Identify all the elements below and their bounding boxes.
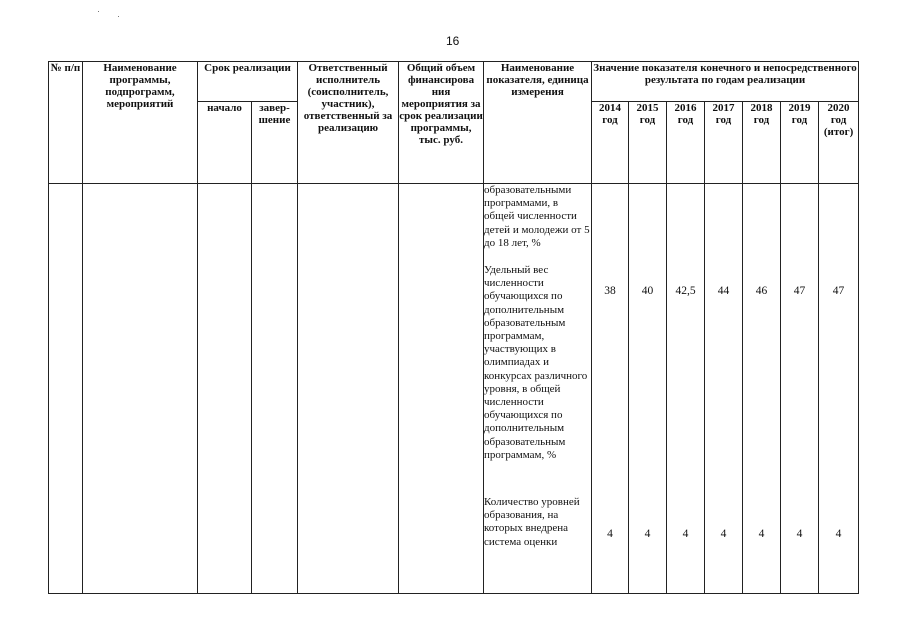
cell-term-start — [198, 184, 252, 594]
header-responsible: Ответственный исполнитель (соисполнитель, участник), ответственный за реализацию — [298, 62, 399, 184]
cell-value-2016 — [667, 184, 705, 594]
value: 4 — [758, 528, 765, 540]
value: 46 — [755, 285, 768, 297]
value: 4 — [835, 528, 842, 540]
cell-value-2015 — [629, 184, 667, 594]
cell-term-end — [252, 184, 298, 594]
cell-financing — [399, 184, 484, 594]
header-year-2018: 2018 год — [743, 102, 781, 184]
scan-speck — [98, 11, 99, 12]
value: 38 — [604, 285, 616, 297]
header-values-group: Значение показателя конечного и непосредственного результата по годам реализации — [592, 62, 859, 102]
header-year-2017: 2017 год — [705, 102, 743, 184]
cell-value-2018 — [743, 184, 781, 594]
header-year-2015: 2015 год — [629, 102, 667, 184]
page-number: 16 — [446, 34, 460, 48]
indicator-text: Количество уровней образования, на которых внедрена система оценки — [484, 496, 580, 548]
value: 4 — [607, 528, 613, 540]
header-term-start: начало — [198, 102, 252, 184]
value: 47 — [832, 285, 845, 297]
scan-speck — [118, 16, 119, 17]
cell-value-2014 — [592, 184, 629, 594]
header-year-2020: 2020 год (итог) — [819, 102, 859, 184]
value: 4 — [682, 528, 689, 540]
value: 4 — [796, 528, 803, 540]
indicator-text: образовательными программами, в общей численности детей и молодежи от 5 до 18 лет, % — [484, 184, 590, 249]
cell-name — [83, 184, 198, 594]
header-year-2016: 2016 год — [667, 102, 705, 184]
cell-value-2020 — [819, 184, 859, 594]
header-term: Срок реализации — [198, 62, 298, 102]
header-year-2014: 2014 год — [592, 102, 629, 184]
header-indicator: Наименование показателя, единица измерения — [484, 62, 592, 184]
cell-value-2019 — [781, 184, 819, 594]
program-table — [48, 61, 859, 594]
value: 4 — [644, 528, 651, 540]
cell-responsible — [298, 184, 399, 594]
cell-num — [49, 184, 83, 594]
cell-value-2017 — [705, 184, 743, 594]
value: 47 — [793, 285, 806, 297]
indicator-text: Удельный вес численности обучающихся по дополнительным образовательным программам, участвующих в олимпиадах и конкурсах различного уровня, в общей численности обучающихся по дополнительным образовательным программам, % — [484, 264, 588, 461]
value: 44 — [717, 285, 730, 297]
header-term-end: завер-шение — [252, 102, 298, 184]
value: 4 — [720, 528, 727, 540]
header-financing: Общий объем финансирова ния мероприятия за срок реализации программы, тыс. руб. — [399, 62, 484, 184]
value: 42,5 — [675, 285, 696, 297]
cell-indicator — [484, 184, 592, 594]
table-row — [49, 184, 859, 594]
value: 40 — [641, 285, 654, 297]
header-year-2019: 2019 год — [781, 102, 819, 184]
header-name: Наименование программы, подпрограмм, мероприятий — [83, 62, 198, 184]
header-num: № п/п — [49, 62, 83, 184]
